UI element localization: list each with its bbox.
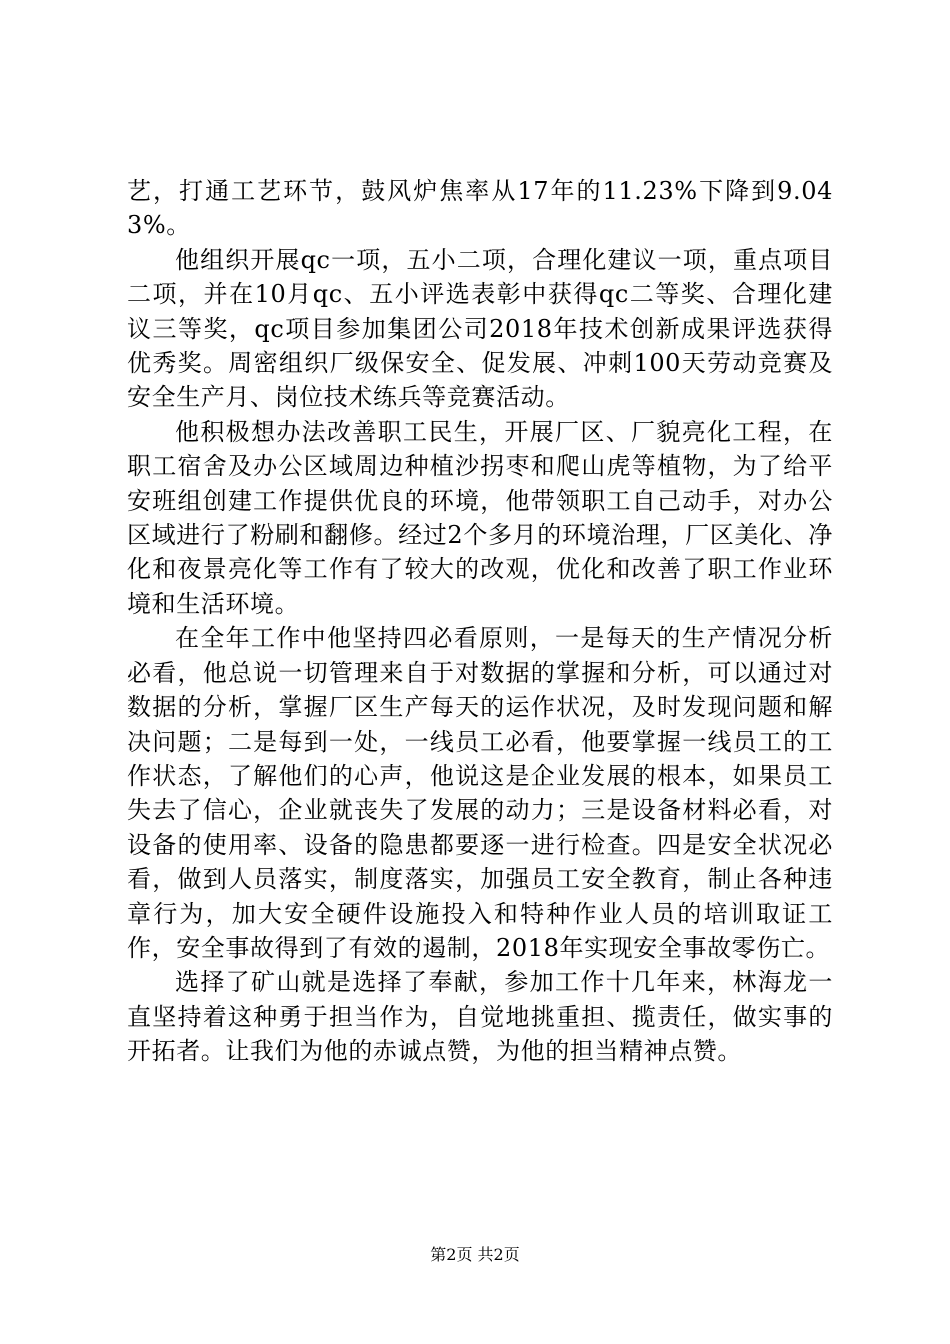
paragraph-continuation: 艺，打通工艺环节，鼓风炉焦率从17年的11.23%下降到9.043%。 [127,177,833,240]
paragraph-four-checks: 在全年工作中他坚持四必看原则，一是每天的生产情况分析必看，他总说一切管理来自于对数据的掌握和分析，可以通过对数据的分析，掌握厂区生产每天的运作状况，及时发现问题和解决问题；二是每到一处，一线员工必看，他要掌握一线员工的工作状态，了解他们的心声，他说这是企业发展的根本，如果员工失去了信心，企业就丧失了发展的动力；三是设备材料必看，对设备的使用率、设备的隐患都要逐一进行检查。四是安全状况必看，做到人员落实，制度落实，加强员工安全教育，制止各种违章行为，加大安全硬件设施投入和特种作业人员的培训取证工作，安全事故得到了有效的遏制，2018年实现安全事故零伤亡。 [127,624,833,962]
page-footer: 第2页 共2页 [430,1245,520,1264]
paragraph-qc-projects: 他组织开展qc一项，五小二项，合理化建议一项，重点项目二项，并在10月qc、五小评选表彰中获得qc二等奖、合理化建议三等奖，qc项目参加集团公司2018年技术创新成果评选获得优秀奖。周密组织厂级保安全、促发展、冲刺100天劳动竞赛及安全生产月、岗位技术练兵等竞赛活动。 [127,245,833,412]
paragraph-environment: 他积极想办法改善职工民生，开展厂区、厂貌亮化工程，在职工宿舍及办公区域周边种植沙拐枣和爬山虎等植物，为了给平安班组创建工作提供优良的环境，他带领职工自己动手，对办公区域进行了粉刷和翻修。经过2个多月的环境治理，厂区美化、净化和夜景亮化等工作有了较大的改观，优化和改善了职工作业环境和生活环境。 [127,417,833,618]
document-body [127,174,833,1069]
paragraph-conclusion: 选择了矿山就是选择了奉献，参加工作十几年来，林海龙一直坚持着这种勇于担当作为，自觉地挑重担、揽责任，做实事的开拓者。让我们为他的赤诚点赞，为他的担当精神点赞。 [127,968,833,1066]
